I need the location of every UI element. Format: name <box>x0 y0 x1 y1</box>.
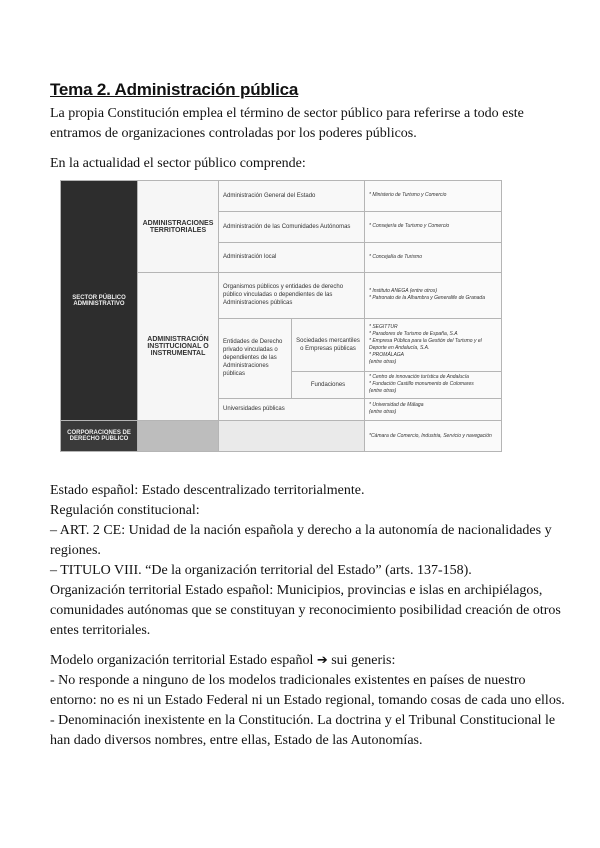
corp-example: *Cámara de Comercio, Industria, Servicio y navegación <box>365 421 502 452</box>
body-line: Estado español: Estado descentralizado territorialmente. <box>50 483 365 498</box>
body-line: – ART. 2 CE: Unidad de la nación española y derecho a la autonomía de nacionalidades y <box>50 523 552 538</box>
body-line: Regulación constitucional: <box>50 503 200 518</box>
universidades-cell: Universidades públicas <box>219 398 365 421</box>
fundaciones-example: * Centro de innovación turística de Andalucía * Fundación Castillo monumento de Colomares (entre otras) <box>365 371 502 398</box>
sector-publico-table-figure <box>60 180 502 452</box>
body-section <box>50 481 580 751</box>
ccaa-cell: Administración de las Comunidades Autónomas <box>219 211 365 242</box>
body-line: – TITULO VIII. “De la organización territorial del Estado” (arts. 137-158). <box>50 563 472 578</box>
age-example: * Ministerio de Turismo y Comercio <box>365 181 502 212</box>
page-title: Tema 2. Administración pública <box>50 80 299 99</box>
local-example: * Concejalía de Turismo <box>365 242 502 273</box>
organismos-cell: Organismos públicos y entidades de derecho público vinculadas o dependientes de las Administraciones públicas <box>219 273 365 318</box>
universidades-example: * Universidad de Málaga (entre otras) <box>365 398 502 421</box>
model-line: entorno: no es ni un Estado Federal ni un Estado regional, tomando cosas de cada uno ellos. <box>50 693 565 708</box>
model-line: - No responde a ninguno de los modelos tradicionales existentes en países de nuestro <box>50 673 526 688</box>
model-heading <box>50 651 580 671</box>
body-line: entes territoriales. <box>50 623 151 638</box>
body-line: regiones. <box>50 543 101 558</box>
sector-admin-cell: SECTOR PÚBLICO ADMINISTRATIVO <box>61 181 138 421</box>
corp-empty-entity-cell <box>219 421 365 452</box>
ccaa-example: * Consejería de Turismo y Comercio <box>365 211 502 242</box>
intro-line-2: entramos de organizaciones controladas por los poderes públicos. <box>50 126 417 141</box>
model-heading-suffix: sui generis: <box>327 653 396 668</box>
entidades-cell: Entidades de Derecho privado vinculadas o dependientes de las Administraciones públicas <box>219 318 292 398</box>
sector-publico-table <box>60 180 502 452</box>
arrow-right-icon: ➔ <box>316 653 328 668</box>
cat-territorial-cell: ADMINISTRACIONES TERRITORIALES <box>138 181 219 273</box>
cat-institucional-cell: ADMINISTRACIÓN INSTITUCIONAL O INSTRUMENTAL <box>138 273 219 421</box>
model-line: - Denominación inexistente en la Constitución. La doctrina y el Tribunal Constitucional le <box>50 713 556 728</box>
body-line: comunidades autónomas que se constituyan y reconocimiento posibilidad creación de otros <box>50 603 561 618</box>
sociedades-example: * SEGITTUR * Paradores de Turismo de España, S.A * Empresa Pública para la Gestión del Turismo y el Deporte en Andalucía, S.A. * PROMÁLAGA (entre otras) <box>365 318 502 371</box>
local-cell: Administración local <box>219 242 365 273</box>
fundaciones-cell: Fundaciones <box>292 371 365 398</box>
body-line: Organización territorial Estado español: Municipios, provincias e islas en archipiélagos, <box>50 583 543 598</box>
corp-empty-cell <box>138 421 219 452</box>
sociedades-cell: Sociedades mercantiles o Empresas públicas <box>292 318 365 371</box>
model-heading-text: Modelo organización territorial Estado español <box>50 653 317 668</box>
intro-line-1: La propia Constitución emplea el término de sector público para referirse a todo este <box>50 106 524 121</box>
document-page <box>50 80 570 174</box>
lead-text: En la actualidad el sector público comprende: <box>50 156 306 171</box>
age-cell: Administración General del Estado <box>219 181 365 212</box>
organismos-example: * Instituto ANEGA (entre otros) * Patronato de la Alhambra y Generalife de Granada <box>365 273 502 318</box>
sector-corp-cell: CORPORACIONES DE DERECHO PÚBLICO <box>61 421 138 452</box>
model-line: han dado diversos nombres, entre ellas, Estado de las Autonomías. <box>50 733 423 748</box>
